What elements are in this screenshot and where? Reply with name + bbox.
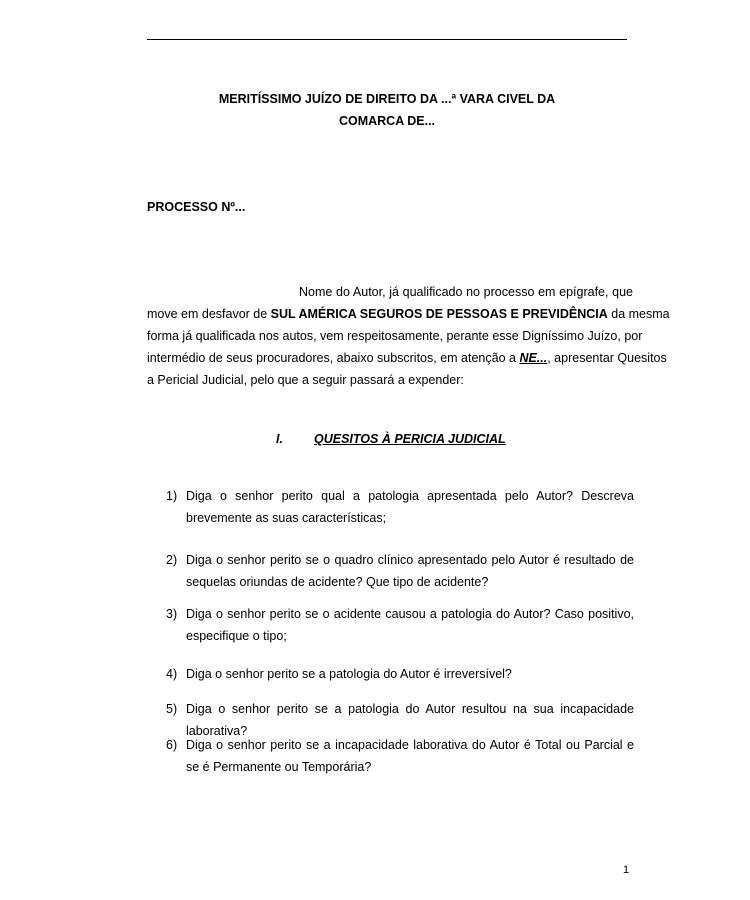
question-number: 1): [166, 489, 178, 503]
question-number: 3): [166, 607, 178, 621]
intro-line-1: Nome do Autor, já qualificado no processo em epígrafe, que: [299, 285, 633, 299]
question-number: 6): [166, 738, 178, 752]
question-item: [166, 734, 634, 778]
question-number: 4): [166, 667, 178, 681]
intro-line-4-start: intermédio de seus procuradores, abaixo subscritos, em atenção a: [147, 351, 520, 365]
intro-line-4-end: , apresentar Quesitos: [547, 351, 667, 365]
court-heading-line-2: COMARCA DE...: [338, 114, 436, 128]
section-heading: [276, 428, 506, 450]
question-item: [166, 603, 634, 647]
question-item: [166, 549, 634, 593]
question-item: [166, 663, 634, 685]
intro-line-4: [147, 347, 667, 369]
intro-line-5: a Pericial Judicial, pelo que a seguir passará a expender:: [147, 373, 464, 387]
process-number: PROCESSO Nº...: [147, 200, 246, 214]
question-item: [166, 485, 634, 529]
intro-line-2-start: move em desfavor de: [147, 307, 271, 321]
question-text: Diga o senhor perito se a patologia do Autor é irreversível?: [186, 667, 512, 681]
ne-reference: NE...: [519, 351, 548, 365]
question-text: Diga o senhor perito se o quadro clínico apresentado pelo Autor é resultado de sequelas oriundas de acidente? Que tipo de acidente?: [186, 553, 634, 589]
question-text: Diga o senhor perito se a incapacidade laborativa do Autor é Total ou Parcial e se é Permanente ou Temporária?: [186, 738, 634, 774]
question-number: 5): [166, 702, 178, 716]
page-number: 1: [623, 864, 630, 876]
section-title: QUESITOS À PERICIA JUDICIAL: [314, 432, 506, 446]
question-text: Diga o senhor perito se o acidente causou a patologia do Autor? Caso positivo, especifique o tipo;: [186, 607, 634, 643]
intro-line-3: forma já qualificada nos autos, vem respeitosamente, perante esse Digníssimo Juízo, por: [147, 329, 643, 343]
question-text: Diga o senhor perito qual a patologia apresentada pelo Autor? Descreva brevemente as suas características;: [186, 489, 634, 525]
header-rule: [147, 39, 627, 40]
question-text: Diga o senhor perito se a patologia do Autor resultou na sua incapacidade laborativa?: [186, 702, 634, 738]
intro-line-2: [147, 303, 670, 325]
section-number: I.: [276, 432, 283, 446]
defendant-name: SUL AMÉRICA SEGUROS DE PESSOAS E PREVIDÊNCIA: [270, 307, 608, 321]
court-heading-line-1: MERITÍSSIMO JUÍZO DE DIREITO DA ...ª VARA CIVEL DA: [218, 92, 556, 106]
question-number: 2): [166, 553, 178, 567]
intro-line-2-end: da mesma: [607, 307, 670, 321]
intro-paragraph: [147, 281, 670, 391]
